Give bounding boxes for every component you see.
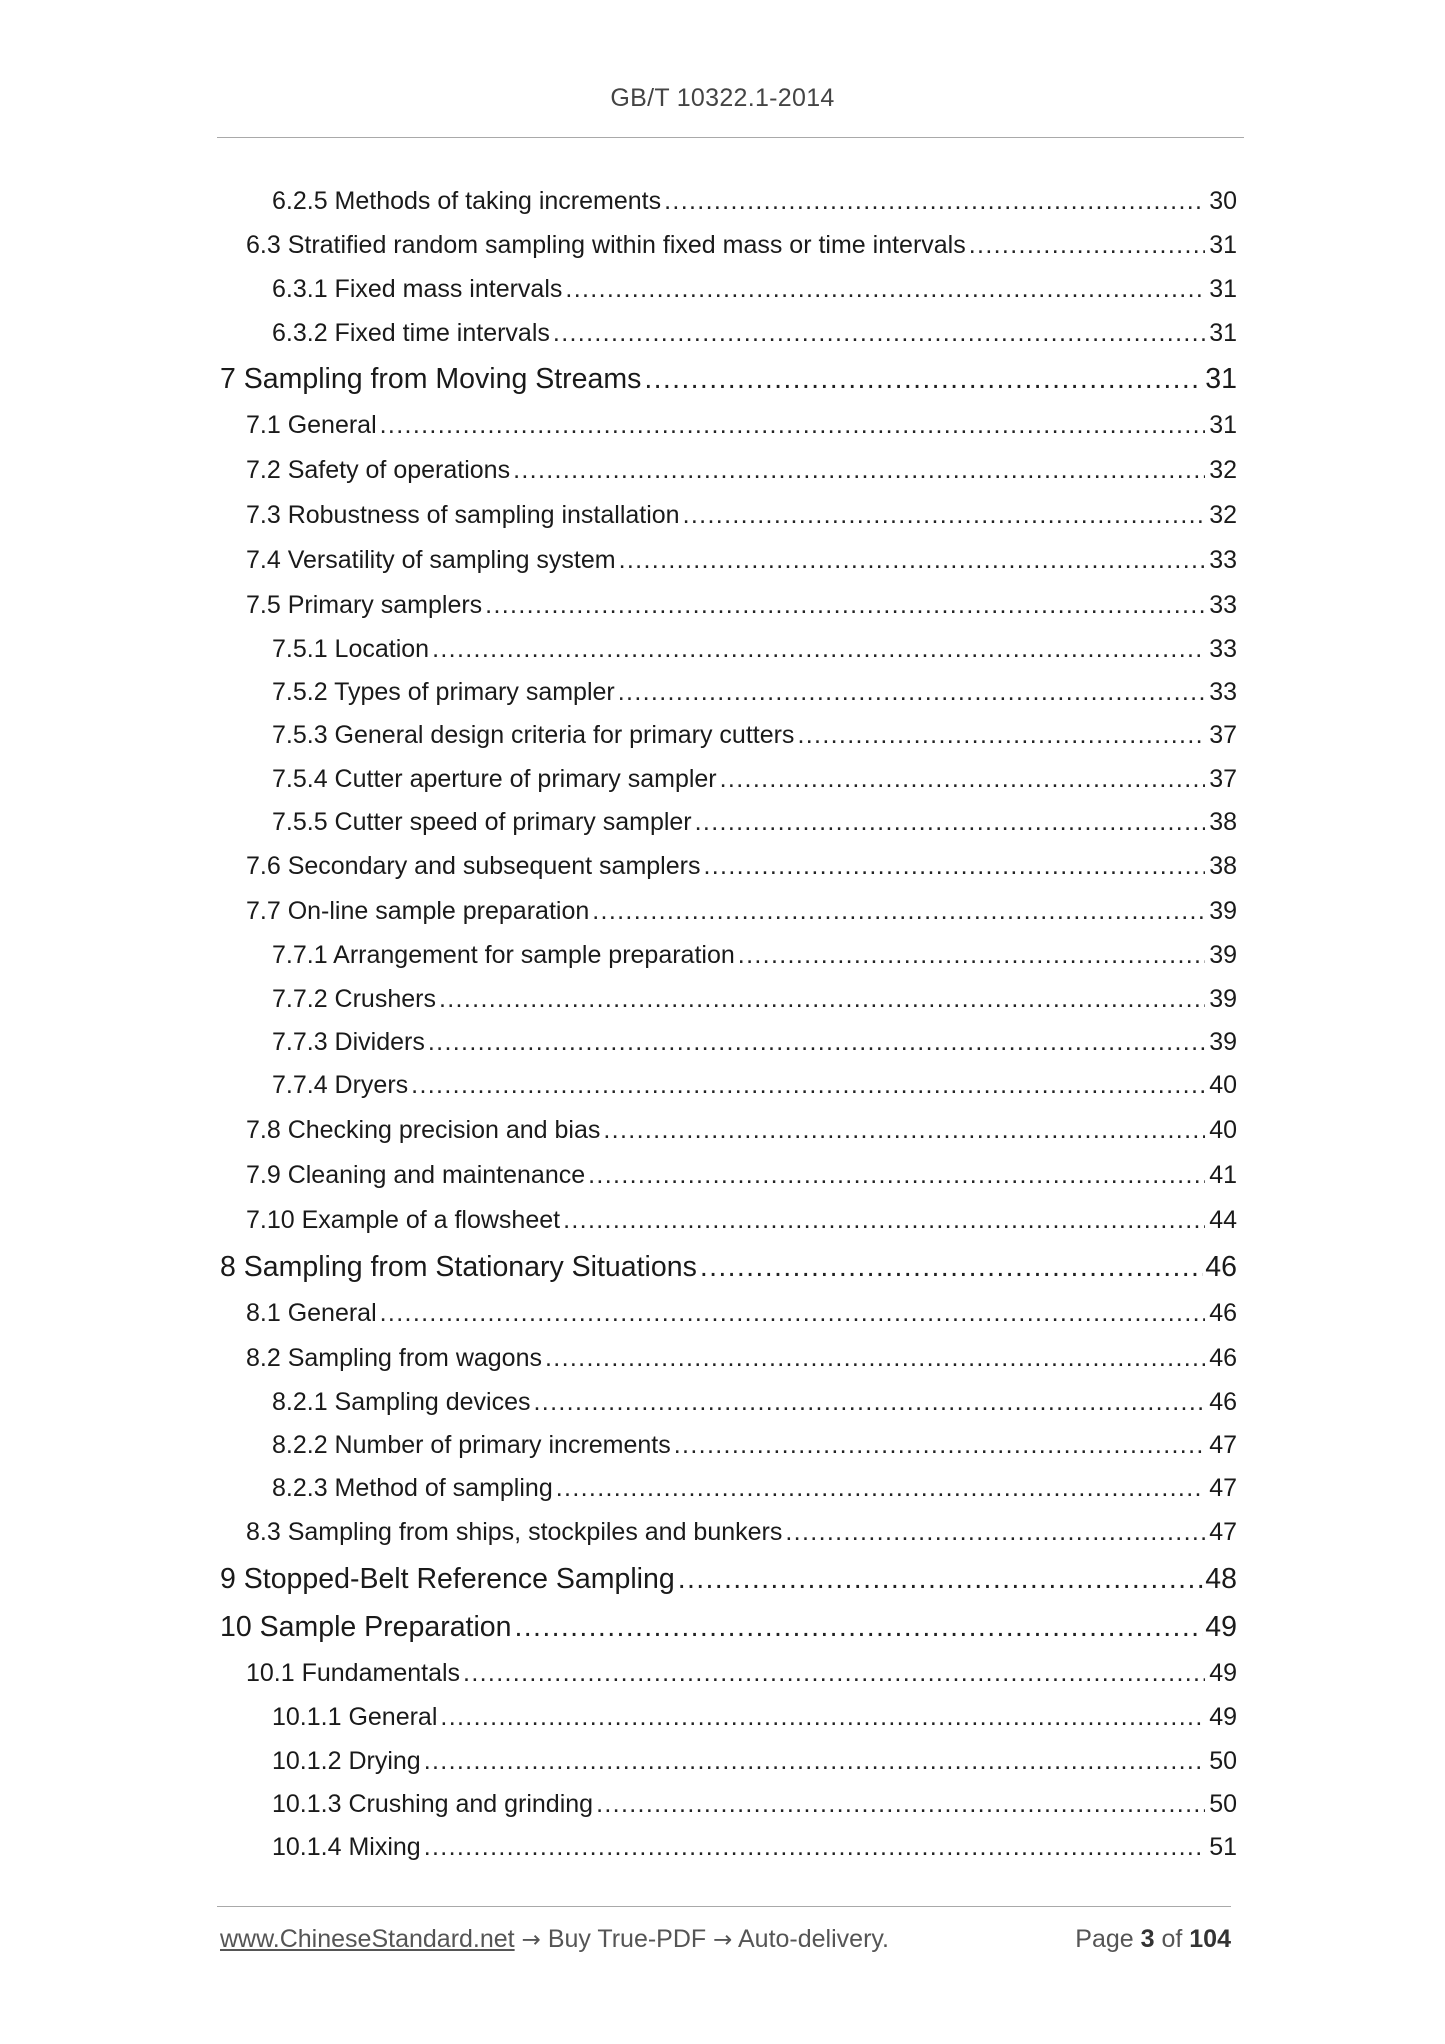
toc-dot-leader: [720, 758, 1205, 801]
toc-entry[interactable]: [220, 1826, 1237, 1869]
toc-entry-page: 33: [1209, 678, 1237, 707]
toc-dot-leader: [563, 1198, 1205, 1243]
arrow-right-icon: →: [713, 1927, 733, 1953]
toc-dot-leader: [644, 355, 1203, 403]
toc-dot-leader: [424, 1826, 1205, 1869]
toc-entry-page: 39: [1209, 941, 1237, 970]
toc-entry-title: 10.1 Fundamentals: [246, 1659, 461, 1688]
toc-entry[interactable]: [220, 1198, 1237, 1243]
toc-entry[interactable]: [220, 1153, 1237, 1198]
toc-entry-page: 44: [1209, 1205, 1237, 1234]
toc-dot-leader: [432, 628, 1205, 671]
toc-entry-page: 31: [1209, 231, 1237, 260]
toc-entry-title: 7.5.5 Cutter speed of primary sampler: [272, 808, 692, 837]
toc-entry-page: 33: [1209, 545, 1237, 574]
toc-dot-leader: [424, 1740, 1205, 1783]
toc-entry-page: 47: [1209, 1518, 1237, 1547]
toc-entry-title: 7.9 Cleaning and maintenance: [246, 1160, 586, 1189]
footer-website-link[interactable]: www.ChineseStandard.net: [220, 1925, 515, 1953]
page-number: [1075, 1925, 1231, 1954]
toc-entry-title: 7.2 Safety of operations: [246, 455, 511, 484]
toc-entry[interactable]: [220, 1603, 1237, 1651]
toc-entry[interactable]: [220, 538, 1237, 583]
toc-entry-title: 6.3 Stratified random sampling within fixed mass or time intervals: [246, 231, 966, 260]
toc-entry[interactable]: [220, 268, 1237, 311]
toc-entry-title: 6.3.2 Fixed time intervals: [272, 318, 550, 347]
page-label: Page: [1075, 1925, 1134, 1953]
toc-entry-page: 39: [1209, 897, 1237, 926]
toc-entry-page: 30: [1209, 187, 1237, 215]
toc-entry-title: 8.2.2 Number of primary increments: [272, 1430, 671, 1459]
toc-dot-leader: [664, 180, 1205, 223]
toc-entry[interactable]: [220, 1740, 1237, 1783]
toc-entry-title: 7.10 Example of a flowsheet: [246, 1205, 561, 1234]
toc-entry-page: 50: [1209, 1746, 1237, 1775]
toc-dot-leader: [380, 403, 1205, 448]
toc-entry-page: 33: [1209, 590, 1237, 619]
toc-entry[interactable]: [220, 1021, 1237, 1064]
toc-entry-page: 38: [1209, 852, 1237, 881]
toc-entry-title: 10.1.4 Mixing: [272, 1833, 421, 1862]
toc-entry-title: 7.7.4 Dryers: [272, 1071, 409, 1100]
toc-entry-title: 7.6 Secondary and subsequent samplers: [246, 852, 701, 881]
page-total: 104: [1189, 1925, 1231, 1953]
toc-entry[interactable]: [220, 1467, 1237, 1510]
toc-entry-page: 46: [1209, 1343, 1237, 1372]
toc-entry-title: 10.1.3 Crushing and grinding: [272, 1790, 594, 1819]
toc-entry[interactable]: [220, 403, 1237, 448]
toc-entry[interactable]: [220, 671, 1237, 714]
toc-entry-page: 47: [1209, 1474, 1237, 1503]
toc-entry-title: 7.5 Primary samplers: [246, 590, 483, 619]
toc-entry-page: 37: [1209, 721, 1237, 750]
footer-buy-text: Buy True-PDF: [547, 1925, 707, 1953]
toc-entry[interactable]: [220, 1424, 1237, 1467]
toc-entry-page: 31: [1209, 318, 1237, 347]
footer-divider: [217, 1906, 1231, 1907]
toc-entry-title: 7.7 On-line sample preparation: [246, 897, 590, 926]
toc-entry-title: 7.3 Robustness of sampling installation: [246, 500, 680, 529]
toc-entry[interactable]: [220, 1064, 1237, 1107]
toc-entry-title: 7.8 Checking precision and bias: [246, 1115, 601, 1144]
toc-dot-leader: [556, 1467, 1205, 1510]
toc-dot-leader: [411, 1064, 1205, 1107]
toc-dot-leader: [797, 714, 1205, 757]
toc-entry-title: 10.1.2 Drying: [272, 1746, 421, 1775]
toc-entry-page: 41: [1209, 1160, 1237, 1189]
toc-entry-page: 40: [1209, 1115, 1237, 1144]
toc-entry-title: 8.2 Sampling from wagons: [246, 1343, 542, 1372]
toc-entry[interactable]: [220, 1243, 1237, 1291]
page-current: 3: [1140, 1925, 1155, 1953]
toc-dot-leader: [485, 583, 1205, 628]
toc-dot-leader: [603, 1108, 1205, 1153]
toc-entry[interactable]: [220, 1555, 1237, 1603]
toc-entry-title: 7.5.4 Cutter aperture of primary sampler: [272, 764, 717, 793]
toc-entry-title: 8.2.1 Sampling devices: [272, 1387, 531, 1416]
toc-entry-title: 7.7.2 Crushers: [272, 984, 436, 1013]
toc-dot-leader: [674, 1424, 1205, 1467]
toc-entry-page: 47: [1209, 1430, 1237, 1459]
toc-dot-leader: [596, 1783, 1205, 1826]
toc-dot-leader: [428, 1021, 1205, 1064]
toc-entry[interactable]: [220, 978, 1237, 1021]
toc-entry-title: 7.5.1 Location: [272, 634, 430, 663]
toc-entry-page: 48: [1205, 1563, 1237, 1596]
toc-entry-title: 8.1 General: [246, 1298, 377, 1327]
toc-entry-page: 31: [1209, 275, 1237, 304]
toc-entry[interactable]: [220, 1651, 1237, 1696]
toc-dot-leader: [969, 223, 1205, 268]
toc-dot-leader: [440, 1696, 1205, 1739]
toc-entry-page: 50: [1209, 1790, 1237, 1819]
toc-dot-leader: [515, 1603, 1204, 1651]
toc-entry-page: 39: [1209, 1027, 1237, 1056]
toc-entry-title: 7.4 Versatility of sampling system: [246, 545, 616, 574]
toc-entry-page: 32: [1209, 455, 1237, 484]
toc-dot-leader: [683, 493, 1205, 538]
toc-entry-page: 46: [1209, 1387, 1237, 1416]
toc-dot-leader: [592, 889, 1205, 934]
toc-entry[interactable]: [220, 628, 1237, 671]
table-of-contents: [220, 180, 1237, 1870]
toc-dot-leader: [553, 312, 1205, 355]
toc-entry-title: 8 Sampling from Stationary Situations: [220, 1250, 697, 1283]
toc-entry[interactable]: [220, 1336, 1237, 1381]
toc-entry-page: 46: [1205, 1250, 1237, 1283]
toc-entry[interactable]: [220, 801, 1237, 844]
toc-entry[interactable]: [220, 448, 1237, 493]
toc-entry-title: 8.2.3 Method of sampling: [272, 1474, 553, 1503]
toc-entry[interactable]: [220, 1696, 1237, 1739]
toc-entry[interactable]: [220, 758, 1237, 801]
toc-entry-title: 6.3.1 Fixed mass intervals: [272, 275, 563, 304]
toc-entry-page: 46: [1209, 1298, 1237, 1327]
toc-entry-page: 51: [1209, 1833, 1237, 1862]
toc-entry[interactable]: [220, 844, 1237, 889]
toc-dot-leader: [618, 671, 1205, 714]
toc-entry-title: 9 Stopped-Belt Reference Sampling: [220, 1563, 675, 1596]
toc-entry-page: 31: [1205, 362, 1237, 395]
toc-dot-leader: [380, 1291, 1205, 1336]
toc-entry[interactable]: [220, 180, 1237, 223]
toc-entry[interactable]: [220, 934, 1237, 977]
toc-entry[interactable]: [220, 1510, 1237, 1555]
toc-dot-leader: [533, 1381, 1205, 1424]
toc-dot-leader: [700, 1243, 1203, 1291]
toc-entry-title: 10 Sample Preparation: [220, 1611, 512, 1644]
toc-dot-leader: [703, 844, 1205, 889]
toc-dot-leader: [463, 1651, 1205, 1696]
toc-entry-page: 31: [1209, 410, 1237, 439]
header-divider: [217, 137, 1244, 138]
toc-entry[interactable]: [220, 493, 1237, 538]
toc-entry-title: 7.5.2 Types of primary sampler: [272, 678, 615, 707]
footer-left: [220, 1925, 889, 1954]
toc-entry-page: 49: [1209, 1659, 1237, 1688]
toc-dot-leader: [565, 268, 1205, 311]
toc-dot-leader: [439, 978, 1205, 1021]
toc-entry-title: 7.7.1 Arrangement for sample preparation: [272, 941, 735, 970]
toc-entry-page: 49: [1209, 1703, 1237, 1732]
toc-dot-leader: [619, 538, 1205, 583]
toc-entry-title: 10.1.1 General: [272, 1703, 438, 1732]
toc-entry-page: 32: [1209, 500, 1237, 529]
toc-entry[interactable]: [220, 1381, 1237, 1424]
toc-entry-page: 49: [1205, 1611, 1237, 1644]
toc-dot-leader: [785, 1510, 1205, 1555]
toc-entry-title: 6.2.5 Methods of taking increments: [272, 187, 662, 215]
toc-dot-leader: [738, 934, 1205, 977]
toc-entry-page: 38: [1209, 808, 1237, 837]
toc-entry-title: 7.5.3 General design criteria for primary cutters: [272, 721, 795, 750]
toc-dot-leader: [545, 1336, 1205, 1381]
toc-entry[interactable]: [220, 312, 1237, 355]
toc-entry[interactable]: [220, 1291, 1237, 1336]
toc-entry[interactable]: [220, 355, 1237, 403]
toc-entry-title: 7.1 General: [246, 410, 377, 439]
page-of: of: [1161, 1925, 1183, 1953]
toc-dot-leader: [588, 1153, 1205, 1198]
toc-entry[interactable]: [220, 1108, 1237, 1153]
toc-dot-leader: [695, 801, 1205, 844]
toc-entry-title: 7 Sampling from Moving Streams: [220, 362, 642, 395]
toc-entry[interactable]: [220, 889, 1237, 934]
footer-delivery-text: Auto-delivery.: [738, 1925, 889, 1953]
toc-entry-page: 37: [1209, 764, 1237, 793]
toc-entry-title: 8.3 Sampling from ships, stockpiles and bunkers: [246, 1518, 783, 1547]
toc-entry-title: 7.7.3 Dividers: [272, 1027, 425, 1056]
toc-dot-leader: [513, 448, 1205, 493]
toc-entry[interactable]: [220, 223, 1237, 268]
arrow-right-icon: →: [521, 1927, 541, 1953]
toc-entry-page: 39: [1209, 984, 1237, 1013]
toc-entry-page: 40: [1209, 1071, 1237, 1100]
page-header-title: GB/T 10322.1-2014: [610, 84, 835, 112]
toc-entry[interactable]: [220, 1783, 1237, 1826]
toc-entry-page: 33: [1209, 634, 1237, 663]
toc-dot-leader: [678, 1555, 1204, 1603]
toc-entry[interactable]: [220, 583, 1237, 628]
toc-entry[interactable]: [220, 714, 1237, 757]
page-footer: [220, 1925, 1231, 1954]
